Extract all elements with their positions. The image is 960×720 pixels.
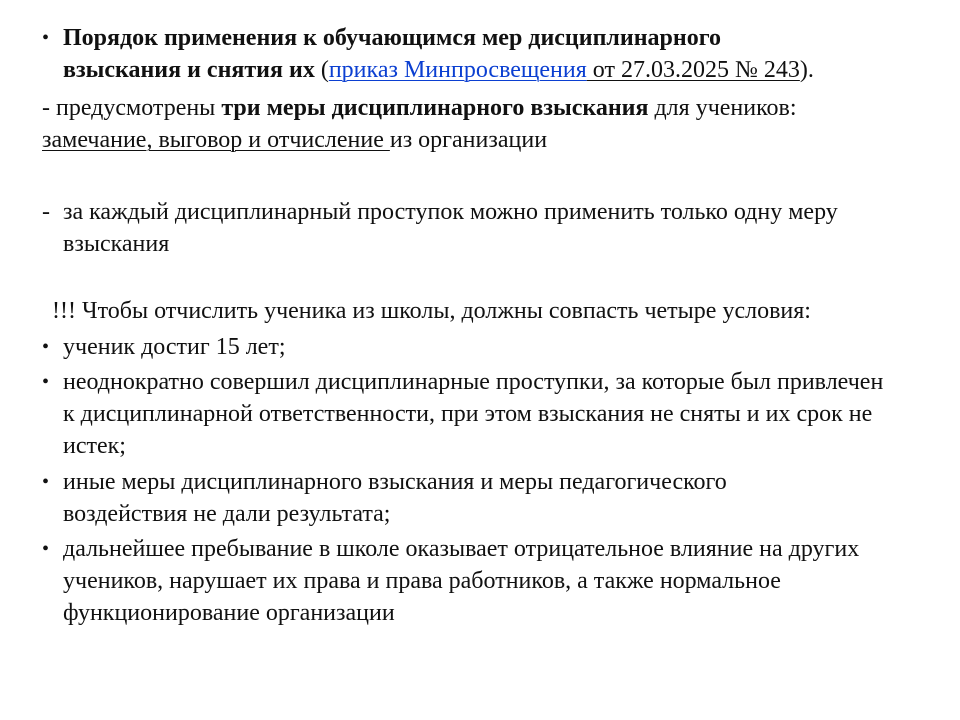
condition-item <box>42 331 922 363</box>
heading-bullet-item <box>42 22 842 86</box>
measures-list-underlined: замечание, выговор и отчисление <box>42 127 390 153</box>
condition-item <box>42 366 892 462</box>
dash-icon: - <box>42 199 50 225</box>
measures-line <box>42 92 942 124</box>
order-date-number: от 27.03.2025 № 243 <box>586 57 800 83</box>
expulsion-intro: !!! Чтобы отчислить ученика из школы, должны совпасть четыре условия: <box>52 298 811 324</box>
heading-text <box>63 22 842 86</box>
measures-list-rest: из организации <box>389 127 548 153</box>
measures-bold: три меры дисциплинарного взыскания <box>221 95 649 121</box>
measures-suffix: для учеников: <box>648 95 797 121</box>
condition-text: неоднократно совершил дисциплинарные проступки, за которые был привлечен к дисциплинарной ответственности, при этом взыскания не сняты и их срок не истек; <box>63 369 884 459</box>
condition-text: иные меры дисциплинарного взыскания и меры педагогического воздействия не дали результата; <box>63 469 727 527</box>
condition-text: ученик достиг 15 лет; <box>63 334 286 360</box>
heading-bold-text: Порядок применения к обучающимся мер дисциплинарного взыскания и снятия их <box>63 25 722 83</box>
condition-item <box>42 533 892 629</box>
heading-open-paren: ( <box>314 57 329 83</box>
one-measure-text: за каждый дисциплинарный проступок можно применить только одну меру взыскания <box>63 199 838 257</box>
bullet-icon: • <box>42 336 50 358</box>
order-link[interactable]: приказ Минпросвещения <box>328 57 587 83</box>
condition-text: дальнейшее пребывание в школе оказывает отрицательное влияние на других учеников, нарушает их права и права работников, а также нормальное функционирование организации <box>63 536 860 626</box>
heading-close: ). <box>799 57 814 83</box>
bullet-icon: • <box>42 27 50 49</box>
bullet-icon: • <box>42 371 50 393</box>
bullet-icon: • <box>42 471 50 493</box>
one-measure-item <box>42 196 902 260</box>
bullet-icon: • <box>42 538 50 560</box>
measures-prefix: - предусмотрены <box>42 95 222 121</box>
condition-item <box>42 466 832 530</box>
measures-list-line <box>42 124 942 156</box>
